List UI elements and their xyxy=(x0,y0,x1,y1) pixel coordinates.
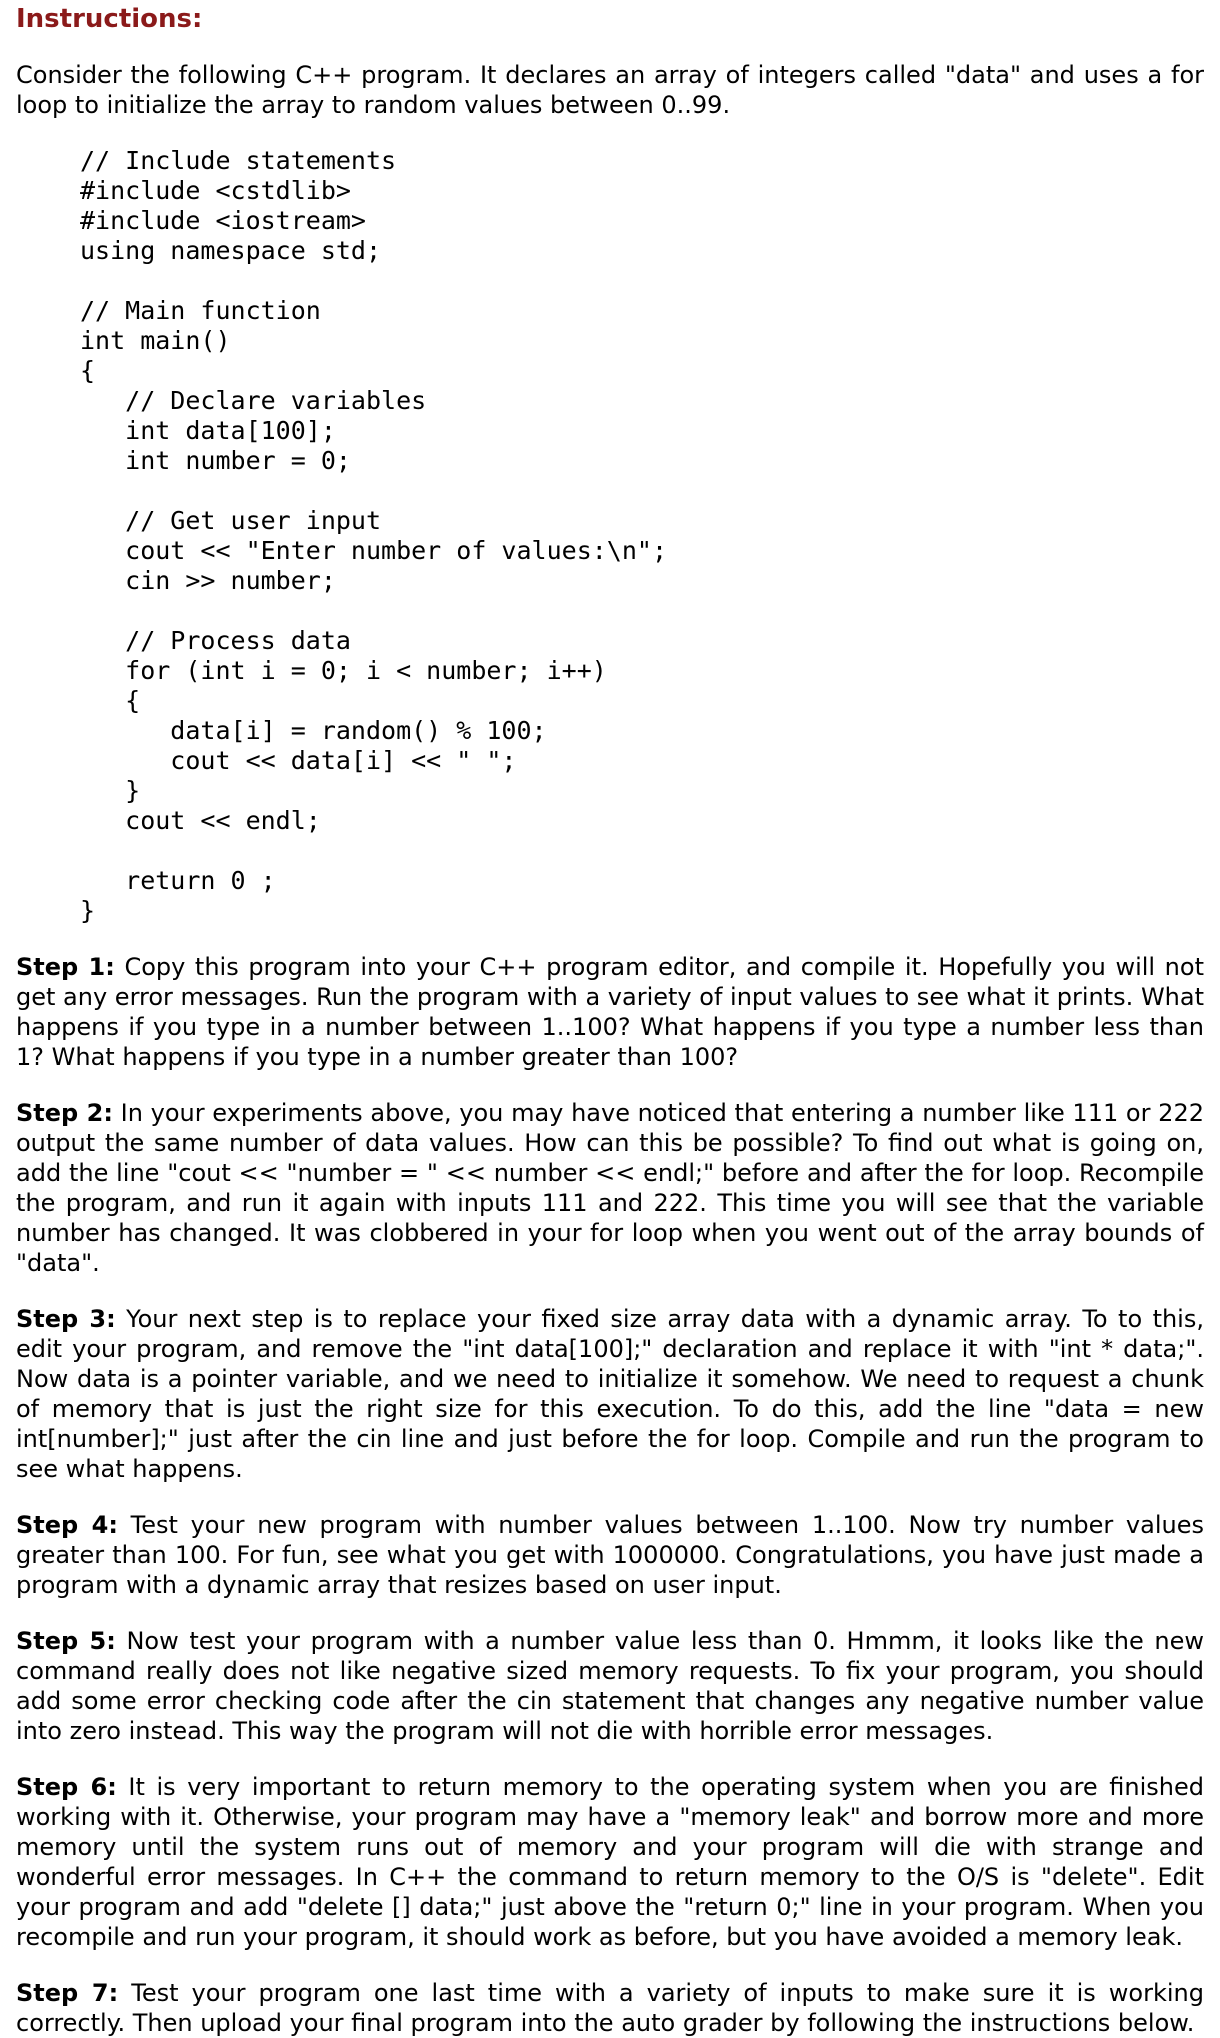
step-label: Step 2: xyxy=(16,1099,113,1127)
step-7-paragraph xyxy=(16,1978,1204,2038)
step-6-paragraph xyxy=(16,1772,1204,1952)
intro-paragraph: Consider the following C++ program. It declares an array of integers called "data" and uses a for loop to initialize the array to random values between 0..99. xyxy=(16,61,1204,119)
code-line: // Main function xyxy=(80,296,321,325)
code-line: cout << data[i] << " "; xyxy=(80,746,517,775)
code-line: int data[100]; xyxy=(80,416,336,445)
code-line: #include <iostream> xyxy=(80,206,366,235)
step-text: Copy this program into your C++ program editor, and compile it. Hopefully you will not get any error messages. Run the program with a variety of input values to see what it prints. What happens if you type in a number between 1..100? What happens if you type a number less than 1? What happens if you type in a number greater than 100? xyxy=(16,953,1204,1071)
code-line: } xyxy=(80,896,96,925)
instructions-document xyxy=(16,0,1204,2038)
code-line: } xyxy=(80,776,141,805)
code-line: using namespace std; xyxy=(80,236,382,265)
steps-list xyxy=(16,952,1204,2038)
step-2-paragraph xyxy=(16,1098,1204,1278)
step-text: It is very important to return memory to the operating system when you are finished working with it. Otherwise, your program may have a "memory leak" and borrow more and more memory until the system runs out of memory and your program will die with strange and wonderful error messages. In C++ the command to return memory to the O/S is "delete". Edit your program and add "delete [] data;" just above the "return 0;" line in your program. When you recompile and run your program, it should work as before, but you have avoided a memory leak. xyxy=(16,1773,1204,1951)
code-line: // Include statements xyxy=(80,146,397,175)
code-line: // Get user input xyxy=(80,506,382,535)
code-line: int number = 0; xyxy=(80,446,351,475)
step-label: Step 5: xyxy=(16,1627,116,1655)
step-text: Your next step is to replace your fixed size array data with a dynamic array. To to this, edit your program, and remove the "int data[100];" declaration and replace it with "int * data;". Now data is a pointer variable, and we need to initialize it somehow. We need to request a chunk of memory that is just the right size for this execution. To do this, add the line "data = new int[number];" just after the cin line and just before the for loop. Compile and run the program to see what happens. xyxy=(16,1305,1204,1483)
step-label: Step 3: xyxy=(16,1305,116,1333)
step-label: Step 1: xyxy=(16,953,115,981)
step-text: Test your program one last time with a variety of inputs to make sure it is working correctly. Then upload your final program into the auto grader by following the instructions below. xyxy=(16,1979,1204,2037)
step-5-paragraph xyxy=(16,1626,1204,1746)
step-text: In your experiments above, you may have noticed that entering a number like 111 or 222 output the same number of data values. How can this be possible? To find out what is going on, add the line "cout << "number = " << number << endl;" before and after the for loop. Recompile the program, and run it again with inputs 111 and 222. This time you will see that the variable number has changed. It was clobbered in your for loop when you went out of the array bounds of "data". xyxy=(16,1099,1204,1277)
code-line: { xyxy=(80,686,141,715)
instructions-heading: Instructions: xyxy=(16,4,203,34)
step-text: Now test your program with a number value less than 0. Hmmm, it looks like the new command really does not like negative sized memory requests. To fix your program, you should add some error checking code after the cin statement that changes any negative number value into zero instead. This way the program will not die with horrible error messages. xyxy=(16,1627,1204,1745)
step-text: Test your new program with number values between 1..100. Now try number values greater than 100. For fun, see what you get with 1000000. Congratulations, you have just made a program with a dynamic array that resizes based on user input. xyxy=(16,1511,1204,1599)
code-line: cin >> number; xyxy=(80,566,336,595)
code-line xyxy=(80,266,1204,296)
code-line: for (int i = 0; i < number; i++) xyxy=(80,656,607,685)
code-line: // Process data xyxy=(80,626,351,655)
code-line xyxy=(80,836,1204,866)
code-line xyxy=(80,476,1204,506)
step-1-paragraph xyxy=(16,952,1204,1072)
step-label: Step 7: xyxy=(16,1979,119,2007)
code-line: // Declare variables xyxy=(80,386,427,415)
code-line: #include <cstdlib> xyxy=(80,176,351,205)
code-line: data[i] = random() % 100; xyxy=(80,716,547,745)
code-line: int main() xyxy=(80,326,231,355)
code-line: cout << "Enter number of values:\n"; xyxy=(80,536,667,565)
step-label: Step 6: xyxy=(16,1773,117,1801)
code-line: cout << endl; xyxy=(80,806,321,835)
code-line: { xyxy=(80,356,96,385)
code-line xyxy=(80,596,1204,626)
step-3-paragraph xyxy=(16,1304,1204,1484)
step-label: Step 4: xyxy=(16,1511,118,1539)
code-block xyxy=(80,146,1204,926)
step-4-paragraph xyxy=(16,1510,1204,1600)
code-line: return 0 ; xyxy=(80,866,276,895)
